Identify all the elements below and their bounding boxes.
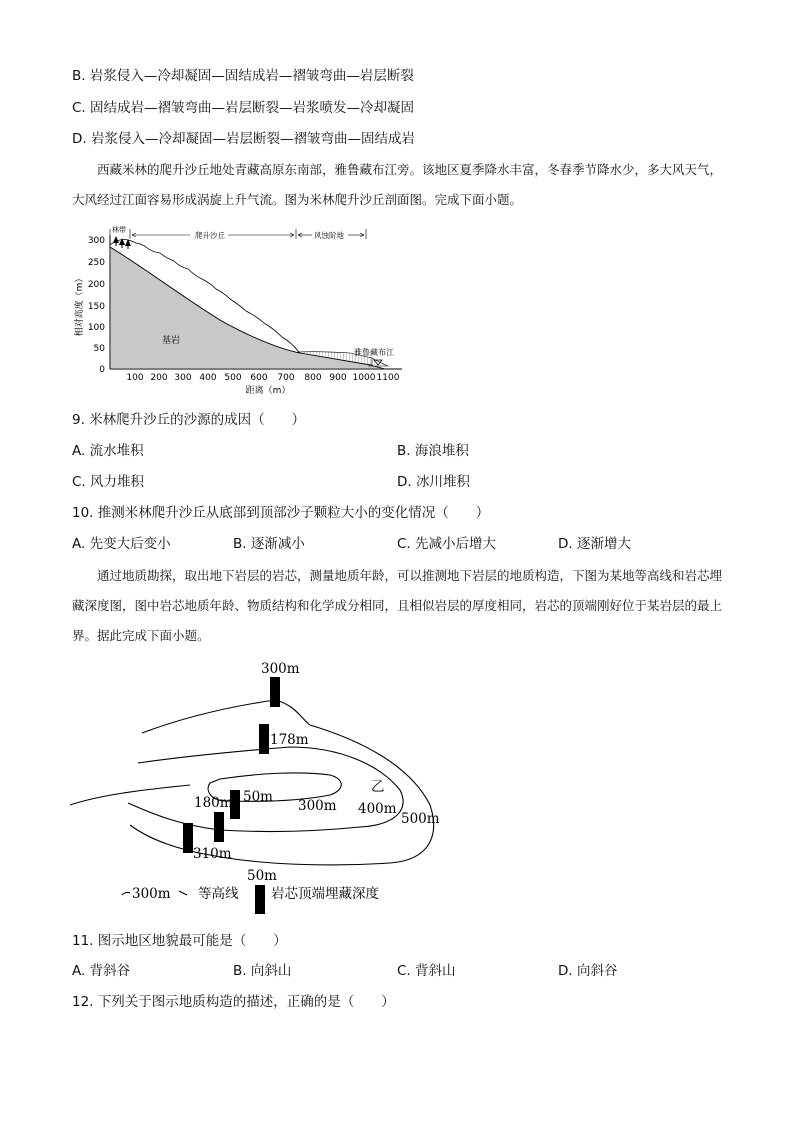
core-180 bbox=[214, 812, 224, 842]
zone-erosion-label: 风蚀阶地 bbox=[314, 231, 344, 240]
x-tick: 100 bbox=[126, 373, 144, 383]
q11-option-d[interactable]: D. 向斜谷 bbox=[558, 963, 618, 979]
legend-contour-text: 等高线 bbox=[198, 886, 239, 902]
x-tick: 700 bbox=[277, 373, 295, 383]
option-d-prev: D. 岩浆侵入—冷却凝固—岩层断裂—褶皱弯曲—固结成岩 bbox=[72, 131, 415, 147]
x-tick: 1100 bbox=[376, 373, 400, 383]
q11-option-a[interactable]: A. 背斜谷 bbox=[72, 963, 131, 979]
q9-option-d[interactable]: D. 冰川堆积 bbox=[397, 474, 470, 490]
label-310: 310m bbox=[193, 846, 232, 862]
zone-forest-label: 林带 bbox=[112, 226, 126, 234]
river-marker bbox=[374, 360, 382, 365]
label-yi: 乙 bbox=[371, 779, 385, 795]
x-tick: 600 bbox=[250, 373, 268, 383]
core-310 bbox=[183, 823, 193, 853]
q9-option-b[interactable]: B. 海浪堆积 bbox=[397, 443, 469, 459]
contour-500 bbox=[130, 700, 434, 865]
y-tick: 200 bbox=[87, 280, 105, 290]
label-50a: 50m bbox=[243, 789, 273, 805]
label-300-top: 300m bbox=[261, 661, 300, 677]
q10-option-b[interactable]: B. 逐渐减小 bbox=[233, 536, 305, 552]
y-tick: 100 bbox=[87, 323, 105, 333]
label-178: 178m bbox=[270, 732, 309, 748]
core-178 bbox=[259, 724, 269, 754]
q9-option-c[interactable]: C. 风力堆积 bbox=[72, 474, 145, 490]
x-tick: 500 bbox=[224, 373, 242, 383]
y-tick: 250 bbox=[87, 258, 105, 268]
x-tick: 400 bbox=[199, 373, 217, 383]
x-tick: 200 bbox=[150, 373, 168, 383]
y-tick: 150 bbox=[87, 302, 105, 312]
contour-core-figure bbox=[60, 655, 480, 920]
river-label: 雅鲁藏布江 bbox=[354, 348, 394, 357]
legend-core-icon bbox=[255, 885, 265, 914]
dune-profile-figure bbox=[70, 225, 410, 400]
option-c-prev: C. 固结成岩—褶皱弯曲—岩层断裂—岩浆喷发—冷却凝固 bbox=[72, 100, 415, 116]
option-b-prev: B. 岩浆侵入—冷却凝固—固结成岩—褶皱弯曲—岩层断裂 bbox=[72, 68, 414, 84]
core-300-top bbox=[270, 677, 280, 707]
zone-dune-label: 爬升沙丘 bbox=[195, 231, 225, 240]
q11-option-b[interactable]: B. 向斜山 bbox=[233, 963, 292, 979]
y-tick: 300 bbox=[87, 236, 105, 246]
question-11-stem: 11. 图示地区地貌最可能是（ ） bbox=[72, 933, 287, 949]
y-axis-label: 相对高度（m） bbox=[75, 273, 85, 337]
q10-option-d[interactable]: D. 逐渐增大 bbox=[558, 536, 631, 552]
x-tick: 900 bbox=[329, 373, 347, 383]
y-tick: 50 bbox=[93, 344, 105, 354]
label-300-inner: 300m bbox=[298, 798, 337, 814]
passage-milin-dune: 西藏米林的爬升沙丘地处青藏高原东南部，雅鲁藏布江旁。该地区夏季降水丰富，冬春季节降水少，多大风天气，大风经过江面容易形成涡旋上升气流。图为米林爬升沙丘剖面图。完成下面小题。 bbox=[72, 162, 723, 207]
q9-option-a[interactable]: A. 流水堆积 bbox=[72, 443, 144, 459]
label-500: 500m bbox=[401, 811, 440, 827]
passage-rock-core: 通过地质勘探，取出地下岩层的岩芯，测量地质年龄，可以推测地下岩层的地质构造，下图为某地等高线和岩芯埋藏深度图，图中岩芯地质年龄、物质结构和化学成分相同，且相似岩层的厚度相同，岩芯的顶端刚好位于某岩层的最上界。据此完成下面小题。 bbox=[72, 568, 723, 643]
q11-option-c[interactable]: C. 背斜山 bbox=[397, 963, 456, 979]
x-tick: 800 bbox=[304, 373, 322, 383]
question-10-stem: 10. 推测米林爬升沙丘从底部到顶部沙子颗粒大小的变化情况（ ） bbox=[72, 505, 490, 521]
contour-300-outer bbox=[70, 785, 190, 805]
label-50b: 50m bbox=[247, 868, 277, 884]
x-axis-label: 距离（m） bbox=[245, 386, 291, 396]
q10-option-a[interactable]: A. 先变大后变小 bbox=[72, 536, 171, 552]
legend-contour-value: 300m bbox=[132, 886, 171, 902]
question-9-stem: 9. 米林爬升沙丘的沙源的成因（ ） bbox=[72, 412, 306, 428]
bedrock-label: 基岩 bbox=[162, 336, 181, 346]
x-tick: 300 bbox=[174, 373, 192, 383]
y-tick: 0 bbox=[99, 365, 105, 375]
question-12-stem: 12. 下列关于图示地质构造的描述，正确的是（ ） bbox=[72, 994, 395, 1010]
label-400: 400m bbox=[358, 801, 397, 817]
x-tick: 1000 bbox=[352, 373, 376, 383]
legend-core-text: 岩芯顶端埋藏深度 bbox=[271, 886, 379, 902]
label-180: 180m bbox=[194, 795, 233, 811]
legend-contour-icon bbox=[122, 892, 130, 895]
q10-option-c[interactable]: C. 先减小后增大 bbox=[397, 536, 497, 552]
